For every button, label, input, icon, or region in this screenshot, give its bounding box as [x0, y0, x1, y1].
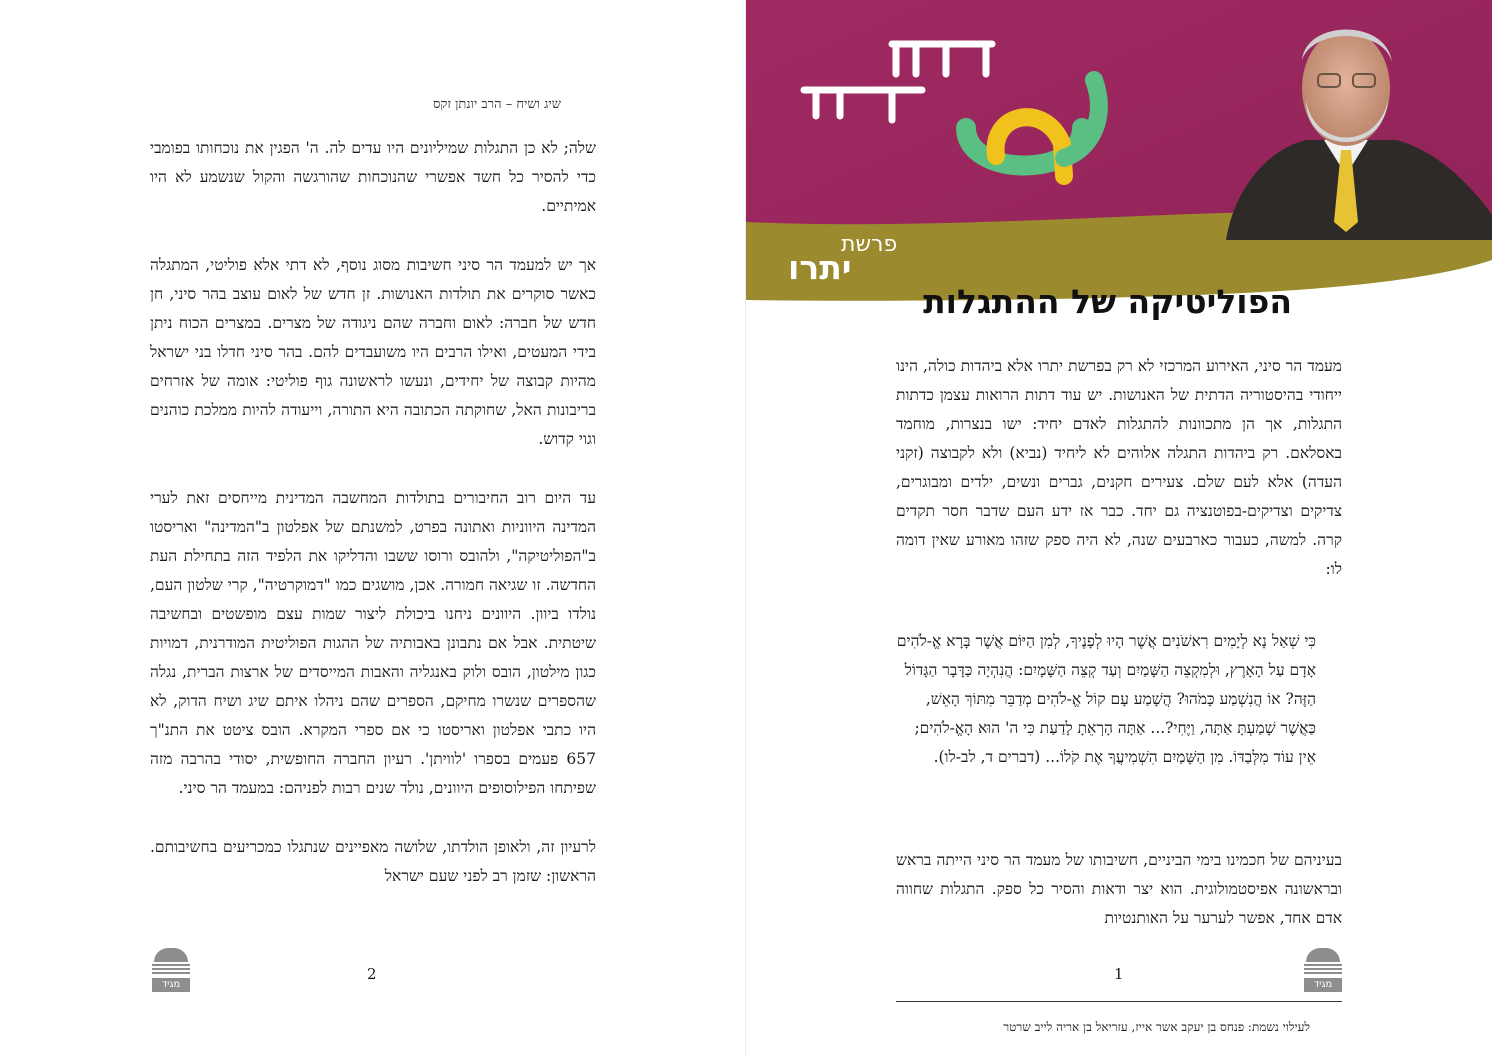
paragraph: עד היום רוב החיבורים בתולדות המחשבה המדינית מייחסים זאת לערי המדינה היווניות ואתונה בפרט, למשנתם של אפלטון ב"המדינה" ואריסטו ב"הפוליטיקה", ולהובס ורוסו ששבו והדליקו את הלפיד הזה בתחילת העת החדשה. זו שגיאה חמורה. אכן, מושגים כמו "דמוקרטיה", קרי שלטון העם, נולדו ביוון. היוונים ניחנו ביכולת ליצור שמות עצם מופשטים ובחשיבה שיטתית. אבל אם נתבונן באבותיה של ההגות הפוליטית המודרנית, דמויות כגון מילטון, הובס ולוק באנגליה והאבות המייסדים של ארצות הברית, נגלה שהספרים שנשרו מחיקם, הספרים שהם ניהלו איתם שיג ושיח הדוק, לא היו כתבי אפלטון ואריסטו כי אם ספרי המקרא. הובס ציטט את התנ"ך 657 פעמים בספרו 'לוויתן'. רעיון החברה החופשית, יסודי בהרבה מזה שפיתחו הפילוסופים היוונים, נולד שנים רבות לפניהם: במעמד הר סיני. [150, 489, 596, 797]
cover-graphic [746, 0, 1492, 320]
left-body-text [150, 134, 596, 891]
verse-quote: כִּי שְׁאַל נָא לְיָמִים רִאשֹׁנִים אֲשֶׁר הָיוּ לְפָנֶיךָ, לְמִן הַיּוֹם אֲשֶׁר בָּרָא אֱ-לֹהִים אָדָם עַל הָאָרֶץ, וּלְמִקְצֵה הַשָּׁמַיִם וְעַד קְצֵה הַשָּׁמָיִם: הֲנִהְיָה כַּדָּבָר הַגָּדוֹל הַזֶּה? אוֹ הֲנִשְׁמַע כָּמֹהוּ? הֲשָׁמַע עָם קוֹל אֱ-לֹהִים מְדַבֵּר מִתּוֹךְ הָאֵשׁ, כַּאֲשֶׁר שָׁמַעְתָּ אַתָּה, וַיֶּחִי?... אַתָּה הָרְאֵתָ לָדַעַת כִּי ה' הוּא הָאֱ-לֹהִים; אֵין עוֹד מִלְּבַדּוֹ. מִן הַשָּׁמַיִם הִשְׁמִיעֲךָ אֶת קֹלוֹ... (דברים ד, לב-לו). [896, 632, 1316, 766]
publisher-logo-text: מגיד [1304, 978, 1342, 992]
publisher-logo [1304, 948, 1342, 992]
page-number: 1 [1114, 965, 1124, 983]
paragraph: שלה; לא כן התגלות שמיליונים היו עדים לה. ה' הפגין את נוכחותו בפומבי כדי להסיר כל חשד אפשרי שהנוכחות שהורגשה והקול שנשמע לא היו אמיתיים. [150, 139, 596, 215]
dedication-text: לעילוי נשמת: פנחס בן יעקב אשר אייז, עזריאל בן אריה לייב שרטר [1003, 1020, 1310, 1034]
paragraph: אך יש למעמד הר סיני חשיבות מסוג נוסף, לא דתי אלא פוליטי, המתגלה כאשר סוקרים את תולדות האנושות. זן חדש של לאום עוצב בהר סיני, חן חדש של חברה: לאום וחברה שהם ניגודה של מצרים. במצרים הכוח ניתן בידי המעטים, ואילו הרבים היו משועבדים להם. בהר סיני חדלו בני ישראל מהיות קבוצה של יחידים, ונעשו לראשונה גוף פוליטי: אומה של אזרחים בריבונות האל, שחוקתה הכתובה היא התורה, וייעודה להיות ממלכת כוהנים וגוי קדוש. [150, 256, 596, 448]
paragraph: לרעיון זה, ולאופן הולדתו, שלושה מאפיינים שנתגלו כמכריעים בחשיבותם. הראשון: שזמן רב לפני שעם ישראל [150, 838, 596, 885]
right-body-text [896, 352, 1342, 584]
footer-divider [896, 1001, 1342, 1002]
publisher-logo-text: מגיד [152, 978, 190, 992]
right-page [746, 0, 1492, 1058]
cover-banner [746, 0, 1492, 320]
paragraph: מעמד הר סיני, האירוע המרכזי לא רק בפרשת יתרו אלא ביהדות כולה, הינו ייחודי בהיסטוריה הדתית של האנושות. יש עוד דתות הרואות עצמן כדתות התגלות, אך הן מתכוונות להתגלות לאדם יחיד: ישו בנצרות, מוחמד באסלאם. רק ביהדות התגלה אלוהים לא ליחיד (נביא) ולא לקבוצה (זקני העדה) אלא לעם שלם. צעירים חקנים, גברים ונשים, ילדים ומבוגרים, צדיקים וצדיקים-בפוטנציה גם יחד. כבר אז ידע העם שדבר חסר תקדים קרה. למשה, כעבור כארבעים שנה, לא היה ספק שזהו מאורע שאין דומה לו: [896, 357, 1342, 578]
parasha-name: יתרו [788, 248, 852, 287]
running-header: שיג ושיח – הרב יונתן זקס [432, 97, 561, 112]
publisher-logo [152, 948, 190, 992]
article-title: הפוליטיקה של ההתגלות [923, 282, 1292, 320]
page-number: 2 [367, 965, 377, 983]
paragraph-after-verse: בעיניהם של חכמינו בימי הביניים, חשיבותו של מעמד הר סיני הייתה בראש ובראשונה אפיסטמולוגית. הוא יצר ודאות והסיר כל ספק. התגלות שחווה אדם אחד, אפשר לערער על האותנטיות [896, 851, 1342, 927]
parasha-label: פרשת [841, 232, 898, 257]
